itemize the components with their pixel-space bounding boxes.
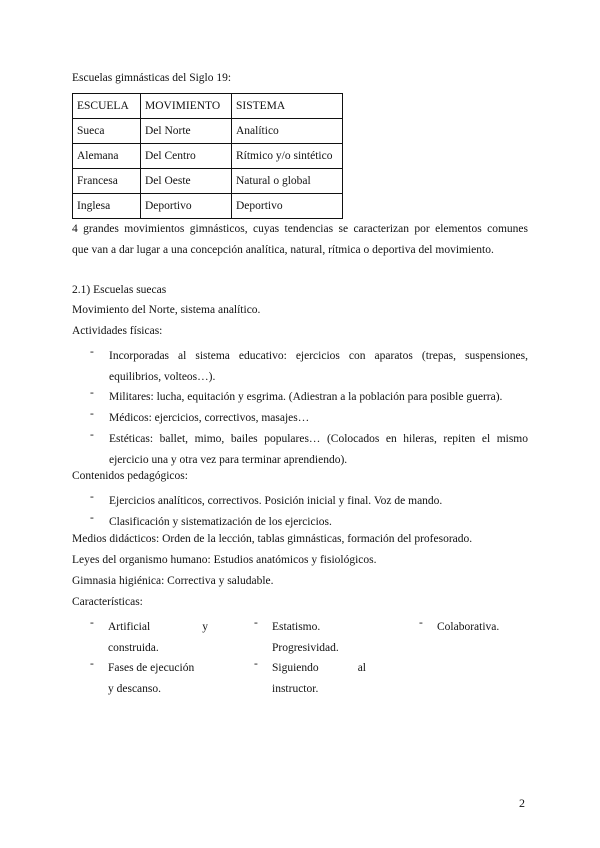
bullet-dash: - (90, 387, 94, 399)
bullet-dash: - (90, 346, 94, 358)
list-item (90, 429, 528, 469)
bullet-dash: - (90, 617, 94, 629)
characteristic-item (419, 617, 519, 637)
table-cell: Deportivo (141, 194, 232, 219)
table-cell: Analítico (232, 119, 343, 144)
characteristic-word: Artificial (108, 621, 151, 633)
characteristic-line: Colaborativa. (437, 621, 500, 633)
table-cell: Alemana (73, 144, 141, 169)
characteristic-item (254, 658, 366, 698)
body-laws: Leyes del organismo humano: Estudios anatómicos y fisiológicos. (72, 554, 377, 566)
characteristics-label: Características: (72, 596, 143, 608)
table-cell: Del Norte (141, 119, 232, 144)
header-cell: MOVIMIENTO (141, 94, 232, 119)
bullet-dash: - (254, 617, 258, 629)
pedagogical-label: Contenidos pedagógicos: (72, 470, 188, 482)
list-item-line: Incorporadas al sistema educativo: ejercicios con aparatos (trepas, suspensiones, (109, 350, 528, 362)
table-cell: Del Centro (141, 144, 232, 169)
header-cell: ESCUELA (73, 94, 141, 119)
table-row (73, 119, 343, 144)
characteristic-item (90, 617, 208, 657)
bullet-dash: - (419, 617, 423, 629)
table-cell: Inglesa (73, 194, 141, 219)
characteristic-line: instructor. (272, 682, 319, 695)
list-item (90, 408, 528, 428)
list-item-line: Ejercicios analíticos, correctivos. Posición inicial y final. Voz de mando. (109, 495, 443, 507)
bullet-dash: - (254, 658, 258, 670)
characteristic-line: Fases de ejecución (108, 662, 195, 674)
characteristic-word: al (357, 662, 366, 674)
table-cell: Francesa (73, 169, 141, 194)
table-header-row (73, 94, 343, 119)
bullet-dash: - (90, 491, 94, 503)
characteristic-word: Siguiendo (272, 662, 319, 674)
list-item-line: Militares: lucha, equitación y esgrima. (Adiestran a la población para posible guerra). (109, 391, 503, 403)
list-item (90, 491, 528, 511)
table-cell: Rítmico y/o sintético (232, 144, 343, 169)
table-cell: Del Oeste (141, 169, 232, 194)
hygienic-gymnastics: Gimnasia higiénica: Correctiva y saludable. (72, 575, 274, 587)
characteristic-item (254, 617, 366, 657)
intro-line: que van a dar lugar a una concepción analítica, natural, rítmica o deportiva del movimiento. (72, 243, 494, 256)
characteristic-line: y descanso. (108, 682, 162, 695)
bullet-dash: - (90, 658, 94, 670)
bullet-dash: - (90, 429, 94, 441)
characteristic-line: Progresividad. (272, 641, 339, 654)
intro-line: 4 grandes movimientos gimnásticos, cuyas tendencias se caracterizan por elementos comunes (72, 223, 528, 235)
characteristic-item (90, 658, 208, 698)
characteristic-line: Estatismo. (272, 621, 321, 633)
table-row (73, 144, 343, 169)
table-cell: Deportivo (232, 194, 343, 219)
table-cell: Natural o global (232, 169, 343, 194)
list-item (90, 387, 528, 407)
bullet-dash: - (90, 512, 94, 524)
table-cell: Sueca (73, 119, 141, 144)
table-title: Escuelas gimnásticas del Siglo 19: (72, 72, 232, 84)
list-item-line: Clasificación y sistematización de los ejercicios. (109, 516, 332, 528)
list-item (90, 346, 528, 386)
characteristic-word: y (202, 621, 208, 633)
header-cell: SISTEMA (232, 94, 343, 119)
intro-paragraph (72, 219, 528, 260)
list-item-line: equilibrios, volteos…). (109, 370, 216, 383)
list-item-line: ejercicio una y otra vez para terminar aprendiendo). (109, 453, 348, 466)
list-item (90, 512, 528, 532)
didactic-means: Medios didácticos: Orden de la lección, tablas gimnásticas, formación del profesorado. (72, 533, 473, 545)
list-item-line: Estéticas: ballet, mimo, bailes populares… (Colocados en hileras, repiten el mismo (109, 433, 528, 445)
characteristic-line: construida. (108, 641, 159, 654)
page-number: 2 (519, 796, 525, 810)
table-row (73, 169, 343, 194)
activities-label: Actividades físicas: (72, 325, 163, 337)
table-row (73, 194, 343, 219)
list-item-line: Médicos: ejercicios, correctivos, masajes… (109, 412, 310, 424)
section-subtitle: Movimiento del Norte, sistema analítico. (72, 304, 261, 316)
schools-table (72, 93, 343, 219)
section-heading: 2.1) Escuelas suecas (72, 284, 167, 296)
bullet-dash: - (90, 408, 94, 420)
